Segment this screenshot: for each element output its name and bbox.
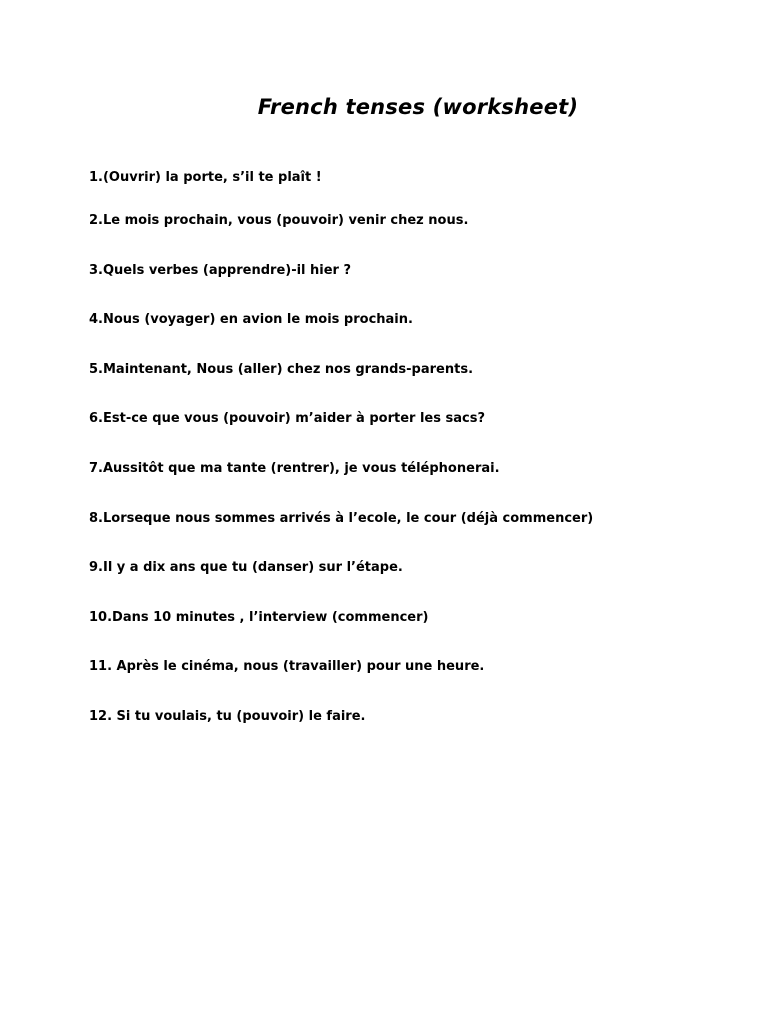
question-item: 3.Quels verbes (apprendre)-il hier ? (89, 262, 352, 278)
question-item: 9.Il y a dix ans que tu (danser) sur l’étape. (89, 560, 403, 576)
question-item: 10.Dans 10 minutes , l’interview (commencer) (89, 609, 429, 625)
question-item: 12. Si tu voulais, tu (pouvoir) le faire. (89, 708, 366, 724)
worksheet-title: French tenses (worksheet) (257, 95, 579, 119)
question-item: 4.Nous (voyager) en avion le mois prochain. (89, 312, 413, 328)
question-item: 1.(Ouvrir) la porte, s’il te plaît ! (89, 170, 322, 185)
question-item: 5.Maintenant, Nous (aller) chez nos grands-parents. (89, 361, 474, 377)
question-item: 6.Est-ce que vous (pouvoir) m’aider à porter les sacs? (89, 411, 485, 427)
question-item: 8.Lorseque nous sommes arrivés à l’ecole, le cour (déjà commencer) (89, 510, 594, 526)
question-list (89, 168, 729, 757)
question-item: 7.Aussitôt que ma tante (rentrer), je vous téléphonerai. (89, 460, 500, 476)
question-item: 2.Le mois prochain, vous (pouvoir) venir chez nous. (89, 213, 469, 228)
question-item: 11. Après le cinéma, nous (travailler) pour une heure. (89, 659, 485, 675)
